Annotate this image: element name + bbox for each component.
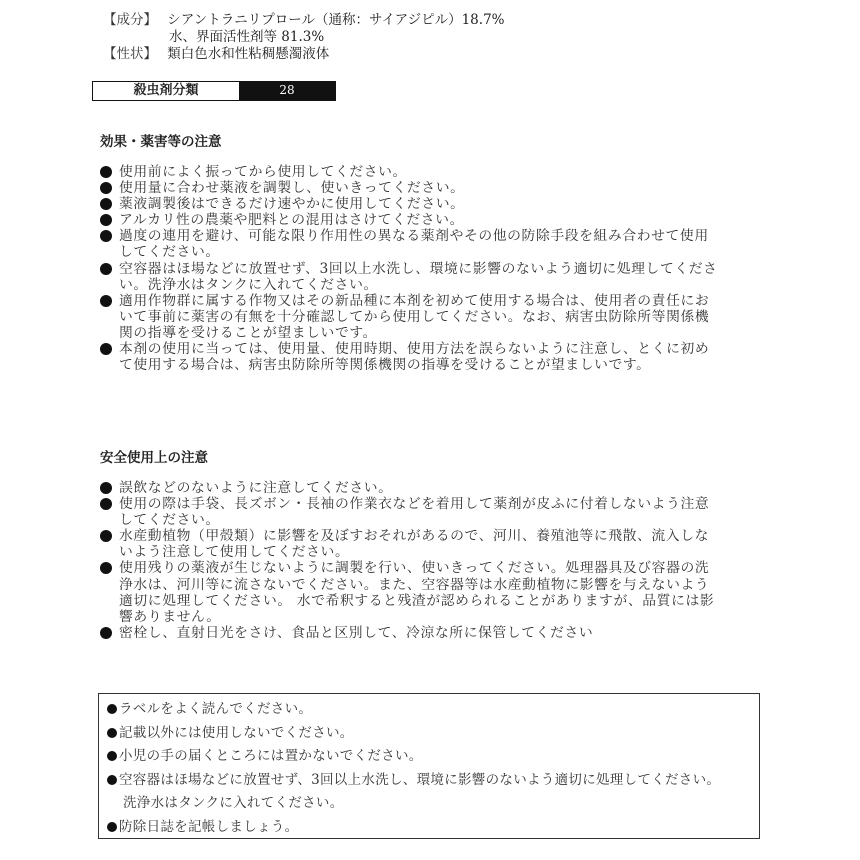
insecticide-classification-box bbox=[92, 81, 336, 101]
list-item: 適用作物群に属する作物又はその新品種に本剤を初めて使用する場合は、使用者の責任において事前に薬害の有無を十分確認してから使用してください。なお、病害虫防除所等関係機関の指導を受けることが望ましいです。 bbox=[100, 293, 720, 341]
bullet-icon bbox=[100, 263, 112, 275]
other-ingredients: 水、界面活性剤等 81.3% bbox=[169, 29, 325, 45]
classification-value: 28 bbox=[239, 82, 335, 100]
properties-line bbox=[103, 46, 329, 62]
properties-value: 類白色水和性粘稠懸濁液体 bbox=[167, 46, 330, 62]
bullet-icon bbox=[100, 530, 112, 542]
bullet-icon bbox=[100, 627, 112, 639]
list-item: 使用の際は手袋、長ズボン・長袖の作業衣などを着用して薬剤が皮ふに付着しないよう注意してください。 bbox=[100, 496, 720, 528]
classification-label: 殺虫剤分類 bbox=[133, 83, 199, 98]
list-item: アルカリ性の農薬や肥料との混用はさけてください。 bbox=[100, 212, 720, 228]
notice-item: 小児の手の届くところには置かないでください。 bbox=[107, 745, 720, 769]
safety-list bbox=[100, 480, 720, 641]
list-item: 誤飲などのないように注意してください。 bbox=[100, 480, 720, 496]
list-item: 水産動植物（甲殻類）に影響を及ぼすおそれがあるので、河川、養殖池等に飛散、流入しないよう注意して使用してください。 bbox=[100, 528, 720, 560]
bullet-icon bbox=[107, 728, 117, 738]
notice-item: 防除日誌を記帳しましょう。 bbox=[107, 816, 720, 840]
list-item: 薬液調製後はできるだけ速やかに使用してください。 bbox=[100, 196, 720, 212]
bullet-icon bbox=[100, 214, 112, 226]
bullet-icon bbox=[100, 498, 112, 510]
notice-item: 空容器はほ場などに放置せず、3回以上水洗し、環境に影響のないよう適切に処理してください。 洗浄水はタンクに入れてください。 bbox=[107, 769, 720, 816]
notice-box bbox=[98, 693, 760, 839]
ingredients-label: 【成分】 bbox=[103, 12, 157, 28]
notice-list bbox=[107, 698, 720, 839]
list-item: 使用量に合わせ薬液を調製し、使いきってください。 bbox=[100, 180, 720, 196]
bullet-icon bbox=[100, 295, 112, 307]
notice-item: 記載以外には使用しないでください。 bbox=[107, 722, 720, 746]
bullet-icon bbox=[100, 482, 112, 494]
bullet-icon bbox=[100, 182, 112, 194]
safety-heading: 安全使用上の注意 bbox=[100, 450, 208, 466]
bullet-icon bbox=[107, 775, 117, 785]
effects-list bbox=[100, 164, 720, 373]
bullet-icon bbox=[100, 230, 112, 242]
properties-label: 【性状】 bbox=[103, 46, 157, 62]
bullet-icon bbox=[100, 562, 112, 574]
list-item: 過度の連用を避け、可能な限り作用性の異なる薬剤やその他の防除手段を組み合わせて使用してください。 bbox=[100, 228, 720, 260]
bullet-icon bbox=[100, 166, 112, 178]
other-ingredients-line bbox=[169, 29, 324, 45]
notice-item-continuation: 洗浄水はタンクに入れてください。 bbox=[123, 795, 344, 811]
notice-item: ラベルをよく読んでください。 bbox=[107, 698, 720, 722]
list-item: 使用前によく振ってから使用してください。 bbox=[100, 164, 720, 180]
active-ingredient: シアントラニリプロール（通称：サイアジピル）18.7% bbox=[167, 12, 505, 28]
bullet-icon bbox=[100, 198, 112, 210]
list-item: 密栓し、直射日光をさけ、食品と区別して、冷涼な所に保管してください bbox=[100, 625, 720, 641]
list-item: 使用残りの薬液が生じないように調製を行い、使いきってください。処理器具及び容器の洗浄水は、河川等に流さないでください。また、空容器等は水産動植物に影響を与えないよう適切に処理してください。 水で希釈すると残渣が認められることがありますが、品質には影響ありません。 bbox=[100, 560, 720, 624]
list-item: 本剤の使用に当っては、使用量、使用時期、使用方法を誤らないように注意し、とくに初めて使用する場合は、病害虫防除所等関係機関の指導を受けることが望ましいです。 bbox=[100, 341, 720, 373]
effects-heading: 効果・薬害等の注意 bbox=[100, 134, 222, 150]
list-item: 空容器はほ場などに放置せず、3回以上水洗し、環境に影響のないよう適切に処理してください。洗浄水はタンクに入れてください。 bbox=[100, 261, 720, 293]
ingredients-line bbox=[103, 12, 504, 28]
bullet-icon bbox=[107, 822, 117, 832]
bullet-icon bbox=[107, 751, 117, 761]
bullet-icon bbox=[100, 343, 112, 355]
bullet-icon bbox=[107, 704, 117, 714]
